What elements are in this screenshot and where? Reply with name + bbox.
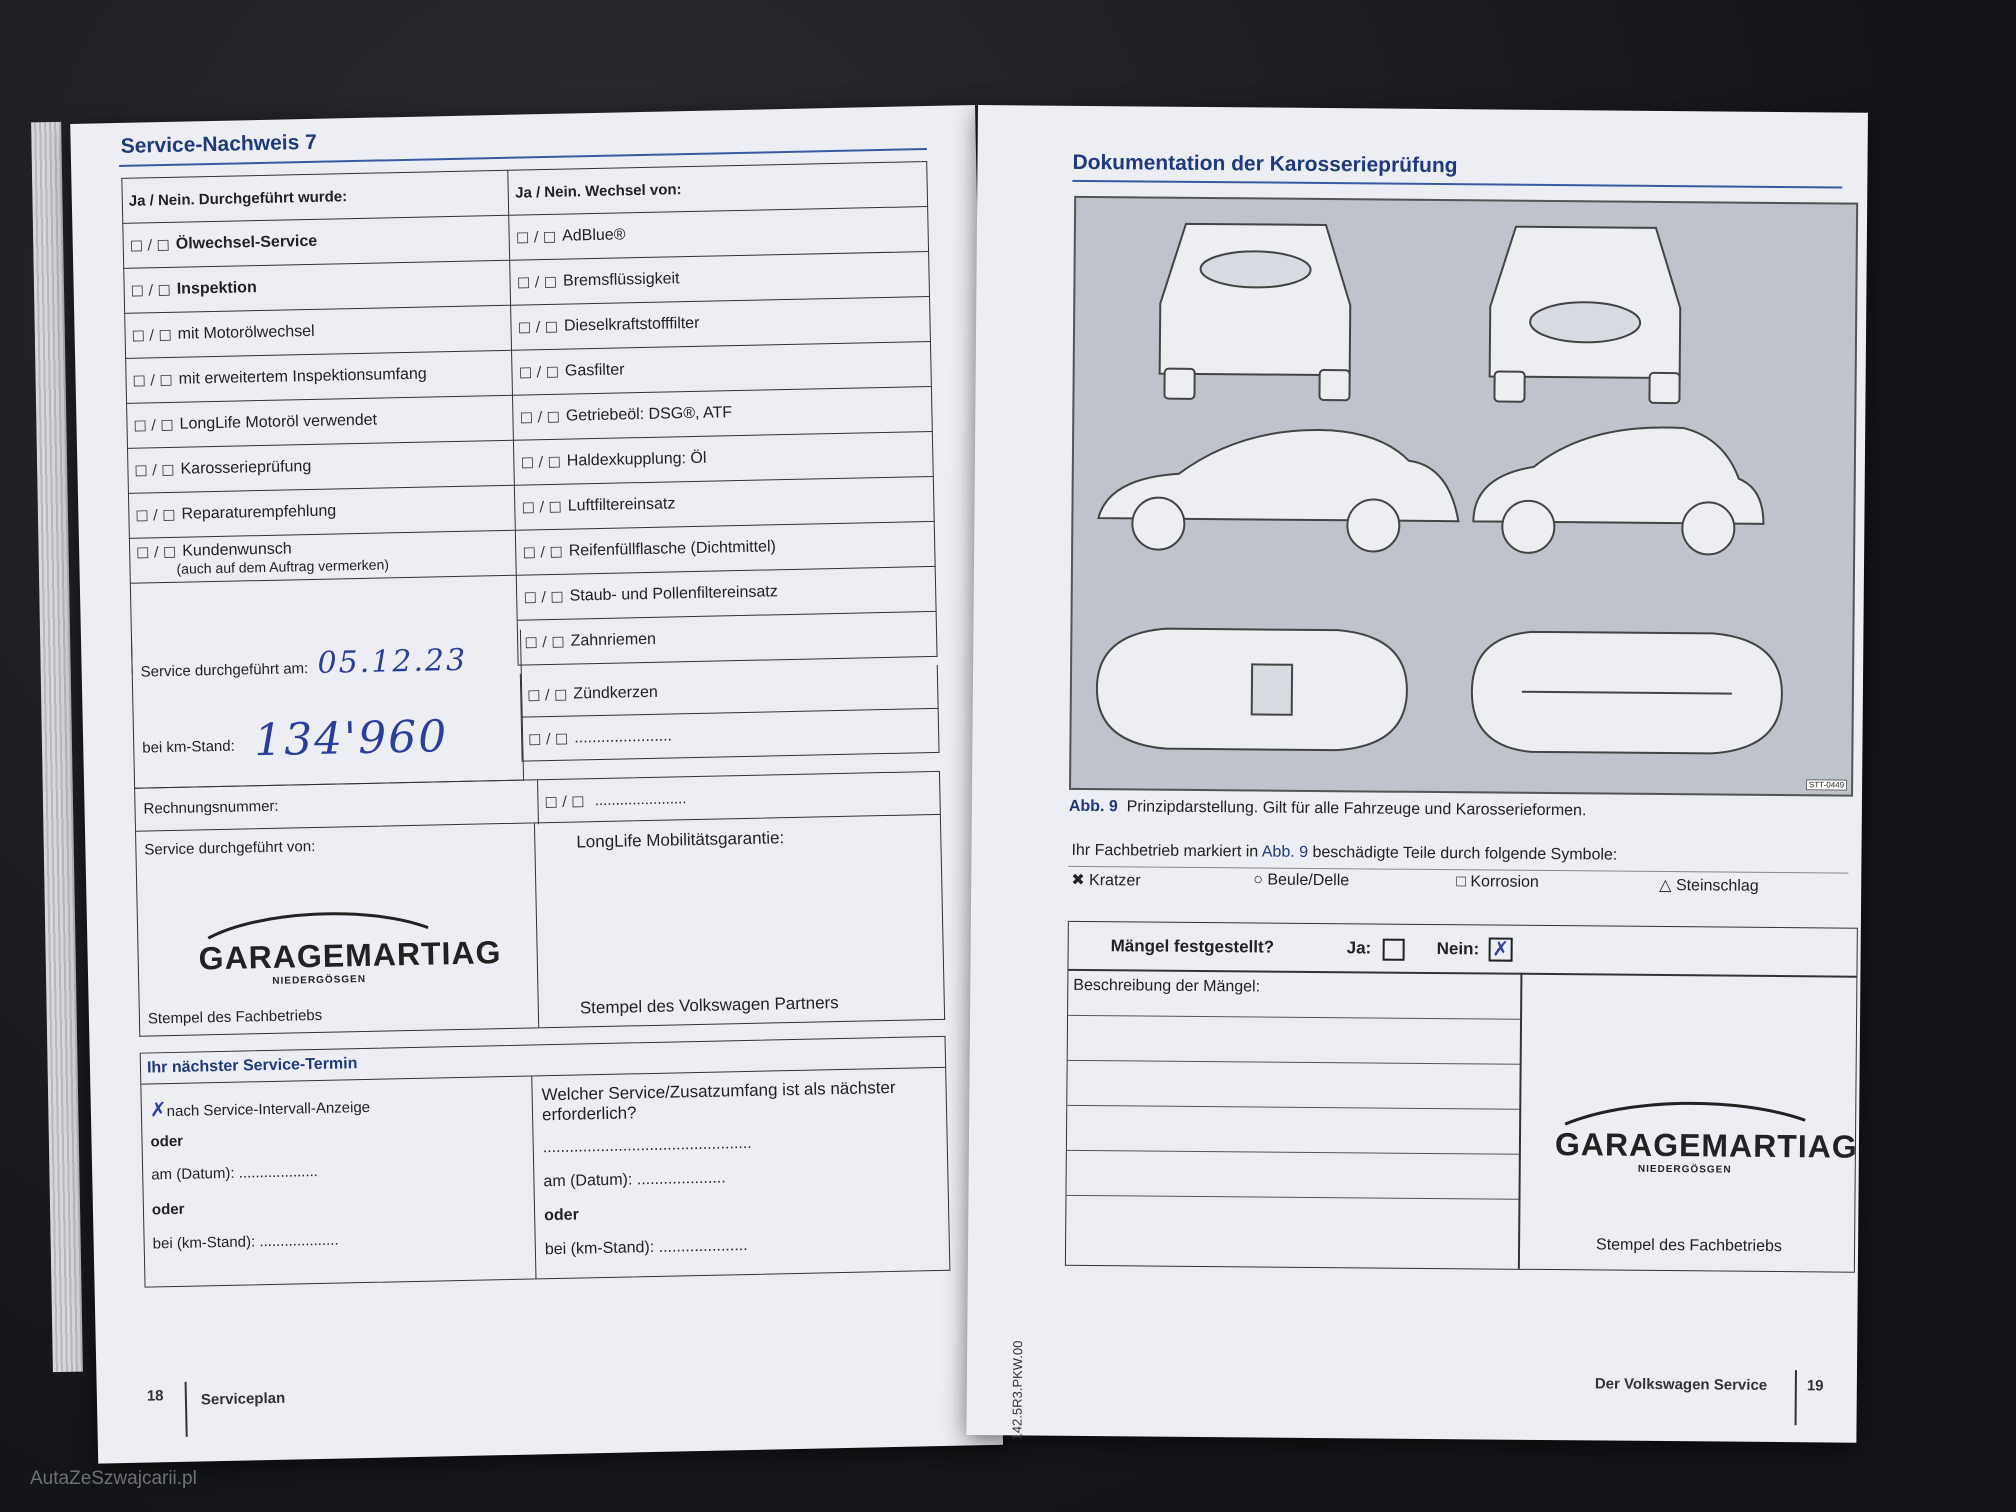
next-service-title: Ihr nächster Service-Termin: [146, 1055, 358, 1077]
left-page: [70, 105, 1003, 1464]
checkbox-pair[interactable]: □ / □: [520, 453, 562, 471]
checkbox-pair[interactable]: □ / □: [134, 461, 175, 479]
checkbox-pair[interactable]: □ / □: [522, 543, 563, 561]
service-date-value: 05.12.23: [317, 642, 468, 681]
checkbox-pair[interactable]: □ / □: [528, 730, 569, 748]
right-dealer-logo: [1554, 1096, 1858, 1176]
right-page: [966, 105, 1868, 1443]
right-item-label: Gasfilter: [564, 361, 625, 380]
next-interval: ✗nach Service-Intervall-Anzeige: [149, 1098, 371, 1122]
stamp-block: [135, 815, 945, 1037]
right-title-rule: [1072, 180, 1842, 189]
checkbox-pair[interactable]: □ / □: [527, 686, 568, 704]
km-label: bei km-Stand:: [142, 737, 235, 757]
right-item-label: Zündkerzen: [573, 683, 658, 703]
next-date: am (Datum): ...................: [151, 1162, 319, 1184]
right-item-label: Zahnriemen: [570, 630, 657, 650]
next-right-dots: ...............................................: [542, 1134, 752, 1157]
right-item-label: AdBlue®: [561, 226, 626, 245]
checkbox-pair[interactable]: □ / □: [131, 326, 172, 344]
checkbox-pair[interactable]: □ / □: [524, 633, 565, 651]
right-cell: [518, 611, 937, 665]
next-service-block: [140, 1036, 951, 1288]
left-page-number: 18: [146, 1387, 164, 1405]
no-label: Nein:: [1436, 939, 1480, 959]
stamp-vw-label: Stempel des Volkswagen Partners: [579, 993, 839, 1018]
longlife-label: LongLife Mobilitätsgarantie:: [576, 828, 785, 852]
checkbox-pair[interactable]: □ / □: [136, 543, 177, 561]
left-item-sub: (auch auf dem Auftrag vermerken): [176, 556, 390, 577]
left-cell: [128, 440, 515, 493]
next-or-1: oder: [150, 1132, 184, 1151]
checkbox-pair[interactable]: □ / □: [129, 236, 170, 254]
stamp-dealer-label: Stempel des Fachbetriebs: [147, 1006, 323, 1028]
checkbox-pair[interactable]: □ / □: [132, 371, 173, 389]
legend-dent: ○ Beule/Delle: [1253, 871, 1350, 890]
next-right-date: am (Datum): ....................: [543, 1169, 726, 1191]
right-item-label: Haldexkupplung: Öl: [566, 449, 707, 470]
left-item-label: mit erweitertem Inspektionsumfang: [178, 365, 427, 388]
checkbox-pair[interactable]: □ / □: [133, 416, 174, 434]
right-page-title: Dokumentation der Karosserieprüfung: [1072, 150, 1458, 178]
left-cell: [126, 350, 513, 403]
left-cell: [123, 215, 510, 268]
right-stamp-label: Stempel des Fachbetriebs: [1596, 1236, 1783, 1256]
next-km: bei (km-Stand): ...................: [152, 1231, 339, 1253]
right-section: Der Volkswagen Service: [1594, 1375, 1768, 1394]
car-outlines-icon: [1071, 198, 1856, 795]
stamp-divider: [534, 823, 539, 1027]
watermark: AutaZeSzwajcarii.pl: [30, 1468, 197, 1489]
defects-label: Mängel festgestellt?: [1110, 936, 1275, 957]
checkbox-pair[interactable]: □ / □: [523, 588, 564, 606]
left-item-label: mit Motorölwechsel: [177, 322, 315, 343]
yes-label: Ja:: [1346, 938, 1372, 958]
next-or-2: oder: [151, 1200, 185, 1219]
figure-code: STT-0449: [1806, 779, 1847, 790]
logo-sub: NIEDERGÖSGEN: [272, 973, 367, 987]
left-section: Serviceplan: [200, 1389, 286, 1409]
legend-scratch: ✖ Kratzer: [1071, 871, 1141, 890]
left-cell: [127, 395, 514, 448]
right-item-label: Reifenfüllflasche (Dichtmittel): [568, 538, 777, 560]
next-right-or: oder: [543, 1206, 580, 1225]
right-item-label: Luftfiltereinsatz: [567, 495, 676, 515]
left-item-label: Karosserieprüfung: [180, 457, 312, 478]
service-date-label: Service durchgeführt am:: [140, 660, 309, 681]
page-title: Service-Nachweis 7: [120, 130, 318, 158]
left-cell: [128, 485, 515, 538]
left-item-label: Inspektion: [176, 279, 257, 298]
right-logo-name: GARAGEMARTIAG: [1554, 1126, 1858, 1165]
left-item-label: Ölwechsel-Service: [175, 232, 318, 253]
next-right-question: Welcher Service/Zusatzumfang ist als nächster erforderlich?: [541, 1077, 896, 1125]
right-item-label: Getriebeöl: DSG®, ATF: [565, 404, 733, 425]
right-item-label: Staub- und Pollenfiltereinsatz: [569, 583, 778, 605]
checkbox-pair[interactable]: □ / □: [518, 363, 560, 381]
checkbox-pair[interactable]: □ / □: [515, 228, 557, 246]
service-table: [121, 161, 937, 674]
legend-stonechip: △ Steinschlag: [1659, 876, 1759, 895]
legend-corrosion: □ Korrosion: [1456, 873, 1539, 891]
right-col-header: Ja / Nein. Wechsel von:: [508, 162, 927, 216]
performed-by-label: Service durchgeführt von:: [144, 837, 316, 859]
describe-label: Beschreibung der Mängel:: [1073, 976, 1261, 996]
instruction-text: Ihr Fachbetrieb markiert in Abb. 9 beschädigte Teile durch folgende Symbole:: [1071, 841, 1618, 864]
no-checkbox[interactable]: ✗: [1489, 937, 1513, 961]
yes-checkbox[interactable]: [1383, 939, 1405, 961]
logo-name: GARAGEMARTIAG: [198, 934, 502, 977]
right-item-label: Bremsflüssigkeit: [562, 270, 680, 290]
defects-box: [1065, 921, 1858, 1273]
checkbox-pair[interactable]: □ / □: [130, 281, 171, 299]
checkbox-pair[interactable]: □ / □: [519, 408, 561, 426]
checkbox-pair[interactable]: □ / □: [517, 318, 559, 336]
left-item-label: LongLife Motoröl verwendet: [179, 411, 378, 433]
right-item-label: Dieselkraftstofffilter: [563, 314, 700, 335]
right-page-number: 19: [1806, 1377, 1824, 1395]
left-cell: [125, 305, 512, 358]
date-km-block: [131, 630, 524, 789]
km-value: 134'960: [253, 711, 449, 767]
left-cell: [129, 530, 516, 583]
invoice-checks: □ / □ ......................: [537, 777, 687, 824]
car-diagram: [1069, 196, 1858, 797]
next-right-km: bei (km-Stand): ....................: [544, 1237, 748, 1259]
right-logo-swoosh-icon: [1555, 1096, 1815, 1128]
right-item-label: ......................: [574, 727, 673, 747]
right-extra-row: [521, 709, 940, 762]
figure-caption: Abb. 9 Prinzipdarstellung. Gilt für alle Fahrzeuge und Karosserieformen.: [1068, 797, 1587, 820]
left-cell: [124, 260, 511, 313]
checkbox-pair[interactable]: □ / □: [135, 506, 176, 524]
side-code: 142.5R3.PKW.00: [1009, 1340, 1026, 1441]
invoice-label: Rechnungsnummer:: [143, 797, 279, 818]
checkbox-pair[interactable]: □ / □: [521, 498, 562, 516]
left-col-header: Ja / Nein. Durchgeführt wurde:: [122, 170, 509, 223]
left-item-label: Kundenwunsch: [182, 540, 292, 560]
right-logo-sub: NIEDERGÖSGEN: [1637, 1163, 1732, 1176]
dealer-logo: [198, 905, 502, 988]
checkbox-pair[interactable]: □ / □: [516, 273, 558, 291]
left-item-label: Reparaturempfehlung: [181, 502, 337, 523]
